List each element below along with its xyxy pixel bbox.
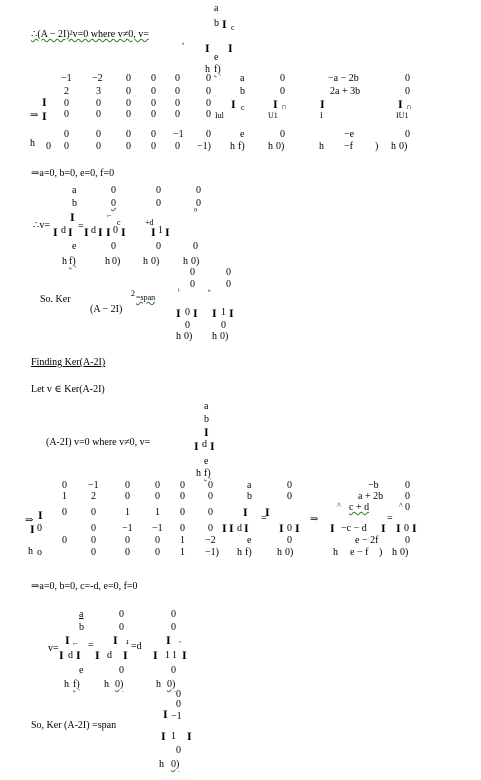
m2-cell: 0 xyxy=(155,535,160,546)
mv-cell: a xyxy=(247,480,252,491)
bracket-glyph: I xyxy=(30,522,35,536)
mz-cell: 0 xyxy=(287,480,292,491)
z-cell: 0) xyxy=(399,141,408,152)
sv2c2-cell: 0 xyxy=(119,665,124,676)
z-cell: U1 xyxy=(268,111,278,120)
sv-e: e xyxy=(72,241,77,252)
kb2-cell: 0 xyxy=(226,267,231,278)
bracket-glyph: I xyxy=(70,210,75,224)
bracket-glyph: I xyxy=(381,521,386,535)
m2-cell: 0 xyxy=(155,547,160,558)
mv-cell: e xyxy=(247,535,252,546)
sv2-h: h xyxy=(64,679,69,690)
matrix-system-1 xyxy=(30,74,470,154)
bracket-glyph: I xyxy=(205,41,210,55)
r-cell: −f xyxy=(344,141,353,152)
kb2-cell: 0 xyxy=(221,320,226,331)
bracket-glyph: I xyxy=(279,521,284,535)
c1-cell: ⌐ xyxy=(107,211,112,220)
lambda-statement-1 xyxy=(31,30,149,40)
bracket-glyph: I xyxy=(210,439,215,453)
kb-cell: 0 xyxy=(176,689,181,700)
sv2c3-1: 1 xyxy=(165,650,170,661)
kernel-2 xyxy=(31,690,231,780)
bracket-glyph: I xyxy=(320,97,325,111)
vector-v-2 xyxy=(46,400,246,480)
c2-h: h xyxy=(143,256,148,267)
v-cell: f) xyxy=(238,141,245,152)
m1-cell: −1 xyxy=(173,129,184,140)
c3-cell: 0 xyxy=(196,185,201,196)
bracket-glyph: I xyxy=(68,225,73,239)
m2-cell: −1 xyxy=(152,523,163,534)
kb2-cell: 0 xyxy=(226,279,231,290)
v2-cell: d xyxy=(202,439,207,450)
m2-cell: 0 xyxy=(125,547,130,558)
ker1-mat: (A − 2I) xyxy=(90,304,123,315)
mr-cell: c + d xyxy=(349,502,370,513)
sv2c2-h: h xyxy=(104,679,109,690)
bracket-glyph: I xyxy=(153,648,158,662)
v2-cell: f) xyxy=(204,468,211,479)
bracket-glyph: I xyxy=(204,425,209,439)
mr-cell: e − f xyxy=(350,547,369,558)
bracket-glyph: I xyxy=(151,225,156,239)
kb1-cell: 0 xyxy=(185,320,190,331)
kb-cell: −1 xyxy=(171,711,182,722)
kb1-cell: 0) xyxy=(184,331,193,342)
r-cell: −e xyxy=(344,129,355,140)
m2-cell: 0 xyxy=(91,523,96,534)
v2-cell: e xyxy=(204,456,209,467)
mr-cell: −b xyxy=(368,480,379,491)
z-cell: 0) xyxy=(276,141,285,152)
m1-cell: 0 xyxy=(96,98,101,109)
bracket-glyph: I xyxy=(231,97,236,111)
mr-cell: −c − d xyxy=(341,523,367,534)
sv-hf: h xyxy=(62,256,67,267)
m1-cell: 0 xyxy=(175,86,180,97)
m2-cell: −2 xyxy=(205,535,216,546)
bracket-glyph: I xyxy=(396,521,401,535)
m1-cell: 0 xyxy=(126,141,131,152)
v-cell: c xyxy=(241,103,245,112)
m1-cell: 0 xyxy=(46,141,51,152)
sv2c3-h: h xyxy=(156,679,161,690)
implies-1: ⇒ xyxy=(30,110,39,121)
kb2-cell: 0) xyxy=(220,331,229,342)
v2-cell: b xyxy=(204,414,209,425)
v-equals-1: ∴v= xyxy=(33,220,51,231)
mz2-cell: 0 xyxy=(405,535,410,546)
c3-cell: ⁰ xyxy=(194,207,198,216)
v1-b: b xyxy=(214,18,219,29)
c1-d: 0 xyxy=(113,225,118,236)
z-cell: ∩ xyxy=(281,102,287,111)
kb-h: h xyxy=(159,759,164,770)
sv2c3-cell: 0 xyxy=(171,665,176,676)
m2-cell: 0 xyxy=(208,523,213,534)
mv-cell: b xyxy=(247,491,252,502)
mz-cell: 0 xyxy=(287,535,292,546)
m2-cell: 1 xyxy=(155,507,160,518)
sv-d2: d xyxy=(91,225,96,236)
m2-cell: 0 xyxy=(37,523,42,534)
mv-cell: f) xyxy=(245,547,252,558)
m2-cell: −1) xyxy=(205,547,219,558)
mz2-cell: 0) xyxy=(400,547,409,558)
m1-cell: 0 xyxy=(126,86,131,97)
bracket-glyph: I xyxy=(265,505,270,519)
z-h: h xyxy=(391,141,396,152)
c2-cell: 0 xyxy=(156,185,161,196)
kernel-1 xyxy=(40,268,250,348)
mz-cell: 0) xyxy=(285,547,294,558)
m2-cell: 0 xyxy=(208,480,213,491)
z-cell: 0 xyxy=(405,73,410,84)
m2-cell: 0 xyxy=(91,547,96,558)
z-cell: 0 xyxy=(280,73,285,84)
statement-1-text: ∴(A − 2I)²v=0 where v≠0, v= xyxy=(31,29,149,40)
m2-h: h xyxy=(28,546,33,557)
bracket-glyph: I xyxy=(38,508,43,522)
solution-vector-2 xyxy=(36,600,236,695)
coef-c: c xyxy=(117,218,121,227)
mz2-bracket: ^ xyxy=(399,501,403,510)
bracket-glyph: I xyxy=(273,97,278,111)
mz-h: h xyxy=(277,547,282,558)
mz2-cell: 0 xyxy=(405,491,410,502)
bracket-glyph: I xyxy=(166,633,171,647)
bracket-glyph: I xyxy=(182,648,187,662)
heading-finding-ker: Finding Ker(A-2I) xyxy=(31,357,106,368)
r-h: h xyxy=(319,141,324,152)
z-cell: 0 xyxy=(280,86,285,97)
c2-cell: 0 xyxy=(156,241,161,252)
m2-cell: 0 xyxy=(91,507,96,518)
c2-d: 1 xyxy=(158,225,163,236)
v-cell: e xyxy=(240,129,245,140)
ker2-label: So, Ker (A-2I) =span xyxy=(31,720,117,731)
m2-cell: 0 xyxy=(180,480,185,491)
m1-cell: 2 xyxy=(64,86,69,97)
m2-cell: 0 xyxy=(91,535,96,546)
solution-vector-1 xyxy=(31,184,261,274)
m2-cell: 0 xyxy=(125,535,130,546)
c1-cell: 0 xyxy=(111,198,116,209)
bracket-glyph: I xyxy=(53,225,58,239)
ker1-sup: 2 xyxy=(131,289,135,298)
v-equals-2: v= xyxy=(48,643,59,654)
m1-cell: 0 xyxy=(151,98,156,109)
kb1-cell: 0 xyxy=(190,267,195,278)
m1-cell: 0 xyxy=(151,129,156,140)
c1-h: h xyxy=(105,256,110,267)
c2-cell: 0 xyxy=(156,198,161,209)
bracket-glyph: I xyxy=(412,521,417,535)
m2-cell: 0 xyxy=(180,523,185,534)
bracket-glyph: I xyxy=(243,505,248,519)
m1-cell: 0 xyxy=(175,73,180,84)
m1-cell: 0 xyxy=(64,109,69,120)
m1-cell: 0 xyxy=(206,109,211,120)
bracket-glyph: I xyxy=(42,109,47,123)
m2-cell: 2 xyxy=(91,491,96,502)
sv2-cell: b xyxy=(79,622,84,633)
op-eq-2: = xyxy=(261,513,267,524)
bracket-glyph: I xyxy=(65,633,70,647)
m2-cell: o xyxy=(37,547,42,558)
bracket-glyph: I xyxy=(98,225,103,239)
sv2c2-cell: 0) xyxy=(115,679,124,690)
m2-cell: −1 xyxy=(122,523,133,534)
m1-cell: 0 xyxy=(206,73,211,84)
c1-cell: 0) xyxy=(112,256,121,267)
mr-bracket: ^ xyxy=(337,501,341,510)
implies-3: ⇒ xyxy=(310,514,319,525)
m2-cell: 0 xyxy=(155,480,160,491)
sv2c3-mark: , xyxy=(179,635,181,644)
sv2-cell: f) xyxy=(73,679,80,690)
bracket-glyph: I xyxy=(76,648,81,662)
m1-cell: 0 xyxy=(175,98,180,109)
c3-cell: 0 xyxy=(196,198,201,209)
m1-cell: −1) xyxy=(197,141,211,152)
op-eq-1: = xyxy=(78,221,84,232)
kb-bracket: ᵘ xyxy=(208,287,211,296)
m1-cell: 0 xyxy=(206,98,211,109)
ker1-label: So. Ker xyxy=(40,294,71,305)
sv2c2-cell: 0 xyxy=(119,609,124,620)
sv2-d: d xyxy=(68,650,73,661)
bracket-glyph: I xyxy=(187,729,192,743)
bracket-glyph: I xyxy=(42,95,47,109)
matrix-system-2 xyxy=(25,481,465,561)
z-h: h xyxy=(268,141,273,152)
r-cell: −a − 2b xyxy=(328,73,359,84)
sv2-cell: a xyxy=(79,609,84,620)
v1-h: h xyxy=(205,64,210,75)
mv-cell: d xyxy=(237,523,242,534)
v2-cell: a xyxy=(204,401,209,412)
v1-e: e xyxy=(214,52,219,63)
m1-cell: 0 xyxy=(151,86,156,97)
mr-h: h xyxy=(333,547,338,558)
bracket-glyph: I xyxy=(330,521,335,535)
z-cell: 0 xyxy=(280,129,285,140)
bracket-glyph: I xyxy=(398,97,403,111)
z-cell: 0 xyxy=(405,86,410,97)
sv2c2-mark: ɹ xyxy=(126,637,129,646)
z-cell: ∩ xyxy=(406,102,412,111)
m1-cell: 3 xyxy=(96,86,101,97)
bracket-glyph: I xyxy=(244,521,249,535)
mz2-paren: ) xyxy=(379,547,383,558)
sv2-mark: ⌐ xyxy=(73,639,78,648)
bracket-glyph: I xyxy=(95,648,100,662)
sv2-eq2: =d xyxy=(131,641,142,652)
m2-cell: 1 xyxy=(62,491,67,502)
mz2-h: h xyxy=(392,547,397,558)
m1-cell: 0 xyxy=(175,109,180,120)
m1-cell: 0 xyxy=(126,73,131,84)
bracket-glyph: I xyxy=(106,225,111,239)
c1-cell: 0 xyxy=(111,241,116,252)
h-mark: h xyxy=(30,138,35,149)
v2-h: h xyxy=(196,468,201,479)
bracket-glyph: I xyxy=(222,17,227,31)
m1-cell: 0 xyxy=(96,141,101,152)
bracket-glyph: I xyxy=(212,306,217,320)
coef-d: +d xyxy=(145,218,154,227)
mr-cell: e − 2f xyxy=(355,535,379,546)
bracket-mark: ₐ xyxy=(182,37,185,46)
m2-cell: 1 xyxy=(180,535,185,546)
bracket-glyph: I xyxy=(113,633,118,647)
v-cell: b xyxy=(240,86,245,97)
m1-cell: 0 xyxy=(151,109,156,120)
ker1-span: =span xyxy=(136,293,156,302)
m2-cell: 0 xyxy=(180,507,185,518)
bracket-glyph: I xyxy=(229,521,234,535)
mz2-cell: 0 xyxy=(404,523,409,534)
bracket-glyph: I xyxy=(59,648,64,662)
implies-2: ⇒ xyxy=(25,515,34,526)
mz2-cell: 0 xyxy=(405,502,410,513)
c2-cell: 0) xyxy=(151,256,160,267)
kb-h: h xyxy=(176,331,181,342)
mz-cell: 0 xyxy=(287,491,292,502)
bracket-glyph: I xyxy=(165,225,170,239)
v1-f: f) xyxy=(214,64,221,75)
m1-cell: 0 xyxy=(126,98,131,109)
m1-cell: 0 xyxy=(96,109,101,120)
kb1-cell: 0 xyxy=(185,307,190,318)
bracket-glyph: I xyxy=(228,41,233,55)
mr-cell: a + 2b xyxy=(358,491,384,502)
kb-cell: 1 xyxy=(171,731,176,742)
m2-cell: 0 xyxy=(155,491,160,502)
bracket-glyph: I xyxy=(176,306,181,320)
bracket-glyph: I xyxy=(229,306,234,320)
c3-cell: 0 xyxy=(193,241,198,252)
v-h: h xyxy=(230,141,235,152)
m1-cell: 0 xyxy=(151,73,156,84)
sv-a: a xyxy=(72,185,77,196)
m2-cell: 1 xyxy=(125,507,130,518)
op-eq-3: = xyxy=(387,513,393,524)
mz2-cell: 0 xyxy=(405,480,410,491)
v-cell: Iul xyxy=(215,111,224,120)
z-cell: IU1 xyxy=(396,111,409,120)
conclusion-2: ⇒a=0, b=0, c=-d, e=0, f=0 xyxy=(31,581,138,592)
z-cell: 0 xyxy=(405,129,410,140)
m1-cell: 0 xyxy=(64,129,69,140)
m1-cell: −1 xyxy=(61,73,72,84)
sv2c3-cell: 0) xyxy=(167,679,176,690)
sv-f: f) xyxy=(69,256,76,267)
m1-cell: 0 xyxy=(64,98,69,109)
m2-cell: 0 xyxy=(125,491,130,502)
sv-d: d xyxy=(61,225,66,236)
sv-b: b xyxy=(72,198,77,209)
kb-bracket: ⁱ xyxy=(178,287,180,296)
m1-cell: 0 xyxy=(206,129,211,140)
sv2c2-d: d xyxy=(107,650,112,661)
c3-h: h xyxy=(183,256,188,267)
bracket-glyph: I xyxy=(161,729,166,743)
m2-cell: 1 xyxy=(180,547,185,558)
sv2c3-1b: 1 xyxy=(172,650,177,661)
mv-h: h xyxy=(237,547,242,558)
m2-cell: 0 xyxy=(208,507,213,518)
sv2c3-cell: 0 xyxy=(171,622,176,633)
let-statement xyxy=(31,385,105,395)
m1-cell: 0 xyxy=(151,141,156,152)
m2-cell: 0 xyxy=(125,480,130,491)
m2-cell: 0 xyxy=(62,507,67,518)
bracket-glyph: I xyxy=(84,225,89,239)
bracket-glyph: I xyxy=(222,521,227,535)
c1-cell: 0 xyxy=(111,185,116,196)
sv2c2-cell: 0 xyxy=(119,622,124,633)
conclusion-1: ⇒a=0, b=0, e=0, f=0 xyxy=(31,168,115,179)
m1-cell: 0 xyxy=(126,109,131,120)
v1-a: a xyxy=(214,3,219,14)
r-cell: I xyxy=(320,111,323,120)
c3-cell: 0) xyxy=(191,256,200,267)
m1-cell: 0 xyxy=(175,141,180,152)
sv2-cell: e xyxy=(79,665,84,676)
m1-cell: 0 xyxy=(64,141,69,152)
r-cell: 2a + 3b xyxy=(330,86,361,97)
m2-cell: 0 xyxy=(180,491,185,502)
bracket-glyph: I xyxy=(295,521,300,535)
m1-cell: 0 xyxy=(206,86,211,97)
m2-cell: 0 xyxy=(62,535,67,546)
mz-cell: 0 xyxy=(287,523,292,534)
bracket-glyph: I xyxy=(163,707,168,721)
bracket-glyph: I xyxy=(123,648,128,662)
m1-cell: 0 xyxy=(96,129,101,140)
kb-cell: 0) xyxy=(171,759,180,770)
m1-cell: 0 xyxy=(126,129,131,140)
bracket-glyph: I xyxy=(121,225,126,239)
statement-2: (A-2I) v=0 where v≠0, v= xyxy=(46,437,151,448)
m2-cell: −1 xyxy=(88,480,99,491)
z-paren: ) xyxy=(375,141,379,152)
v-cell: a xyxy=(240,73,245,84)
kb1-cell: 0 xyxy=(190,279,195,290)
bracket-glyph: I xyxy=(193,306,198,320)
kb-cell: 0 xyxy=(176,745,181,756)
sv2-eq1: = xyxy=(88,640,94,651)
let-text: Let v ∈ Ker(A-2I) xyxy=(31,384,105,395)
sv2c3-cell: 0 xyxy=(171,609,176,620)
kb2-cell: 1 xyxy=(221,307,226,318)
kb-h: h xyxy=(212,331,217,342)
kb-cell: 0 xyxy=(176,699,181,710)
m1-cell: −2 xyxy=(92,73,103,84)
v1-c: c xyxy=(231,23,235,32)
bracket-glyph: I xyxy=(194,439,199,453)
m2-cell: 0 xyxy=(62,480,67,491)
m2-cell: 0 xyxy=(208,491,213,502)
